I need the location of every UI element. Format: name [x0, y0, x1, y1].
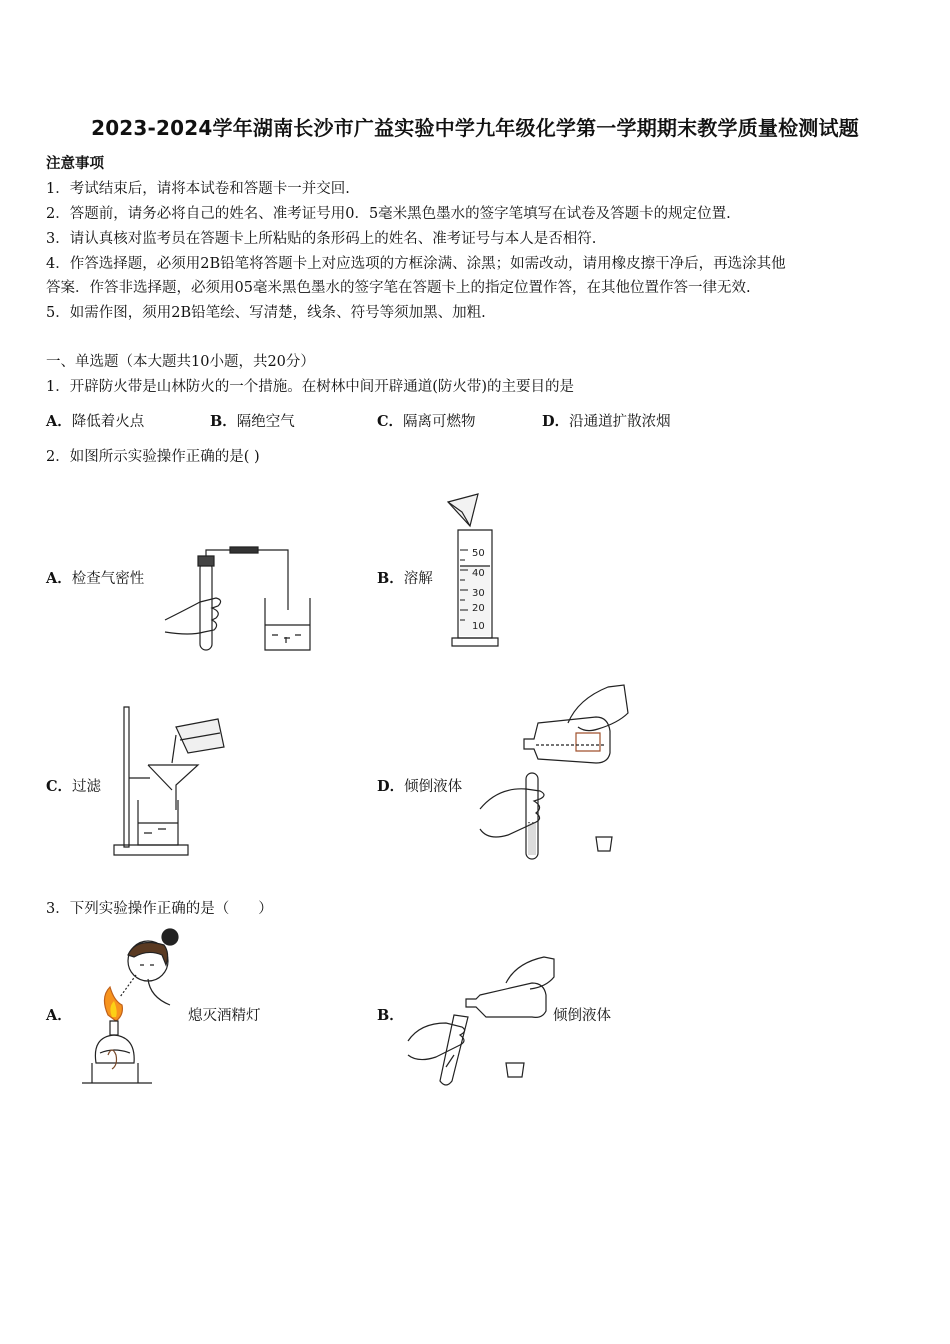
option-letter: B．	[377, 1007, 404, 1024]
cylinder-mark: 50	[472, 548, 485, 559]
notice-item: 5．如需作图，须用2B铅笔绘、写清楚，线条、符号等须加黑、加粗.	[46, 305, 486, 321]
option-letter: C．	[46, 778, 73, 795]
notice-item: 3．请认真核对监考员在答题卡上所粘贴的条形码上的姓名、准考证号与本人是否相符.	[46, 231, 597, 247]
q1-option-b	[210, 410, 295, 431]
section-heading: 一、单选题（本大题共10小题，共20分）	[46, 354, 315, 370]
option-letter: A．	[46, 570, 72, 587]
pouring-liquid-figure	[406, 955, 556, 1085]
cylinder-figure	[440, 490, 530, 650]
q1-option-c	[377, 410, 476, 431]
cylinder-mark: 40	[472, 568, 485, 579]
q2-option-b	[377, 567, 433, 588]
option-text: 溶解	[403, 571, 433, 587]
option-letter: B．	[377, 570, 404, 587]
question-3-stem: 3．下列实验操作正确的是（ ）	[46, 901, 273, 917]
q2-option-d	[377, 775, 462, 796]
option-letter: D．	[542, 413, 570, 430]
notice-item: 1．考试结束后，请将本试卷和答题卡一并交回.	[46, 181, 350, 197]
q1-option-a	[46, 410, 144, 431]
option-text: 过滤	[72, 779, 102, 795]
cylinder-mark: 30	[472, 588, 485, 599]
question-2-stem: 2．如图所示实验操作正确的是( )	[46, 449, 260, 465]
option-letter: B．	[210, 413, 237, 430]
q3-option-a-letter	[46, 1004, 72, 1025]
option-letter: D．	[377, 778, 405, 795]
q2-option-c	[46, 775, 101, 796]
q3-option-b-letter	[377, 1004, 404, 1025]
notice-item: 2．答题前，请务必将自己的姓名、准考证号用0．5毫米黑色墨水的签字笔填写在试卷及答题卡的规定位置.	[46, 206, 731, 222]
option-text: 隔离可燃物	[403, 414, 476, 430]
page-title: 2023-2024学年湖南长沙市广益实验中学九年级化学第一学期期末教学质量检测试题	[91, 116, 859, 140]
notice-item: 4．作答选择题，必须用2B铅笔将答题卡上对应选项的方框涂满、涂黑；如需改动，请用橡皮擦干净后，再选涂其他	[46, 256, 786, 272]
notice-heading: 注意事项	[46, 155, 104, 172]
cylinder-mark: 20	[472, 603, 485, 614]
alcohol-lamp-figure	[78, 925, 188, 1090]
airtightness-figure	[160, 540, 320, 655]
option-text: 隔绝空气	[236, 414, 295, 430]
option-text: 检查气密性	[71, 571, 145, 587]
q3-option-a-text: 熄灭酒精灯	[188, 1008, 261, 1024]
option-letter: A．	[46, 413, 72, 430]
q3-option-b-text: 倾倒液体	[553, 1008, 611, 1024]
cylinder-mark: 10	[472, 621, 485, 632]
q2-option-a	[46, 567, 144, 588]
option-text: 降低着火点	[71, 414, 145, 430]
option-letter: C．	[377, 413, 404, 430]
filtration-figure	[110, 705, 240, 860]
q1-option-d	[542, 410, 671, 431]
option-text: 倾倒液体	[404, 779, 463, 795]
option-text: 沿通道扩散浓烟	[569, 414, 671, 430]
question-1-stem: 1．开辟防火带是山林防火的一个措施。在树林中间开辟通道(防火带)的主要目的是	[46, 379, 575, 395]
notice-item: 答案．作答非选择题，必须用05毫米黑色墨水的签字笔在答题卡上的指定位置作答，在其他位置作答一律无效.	[46, 280, 751, 296]
pouring-figure	[478, 683, 638, 863]
option-letter: A．	[46, 1007, 72, 1024]
